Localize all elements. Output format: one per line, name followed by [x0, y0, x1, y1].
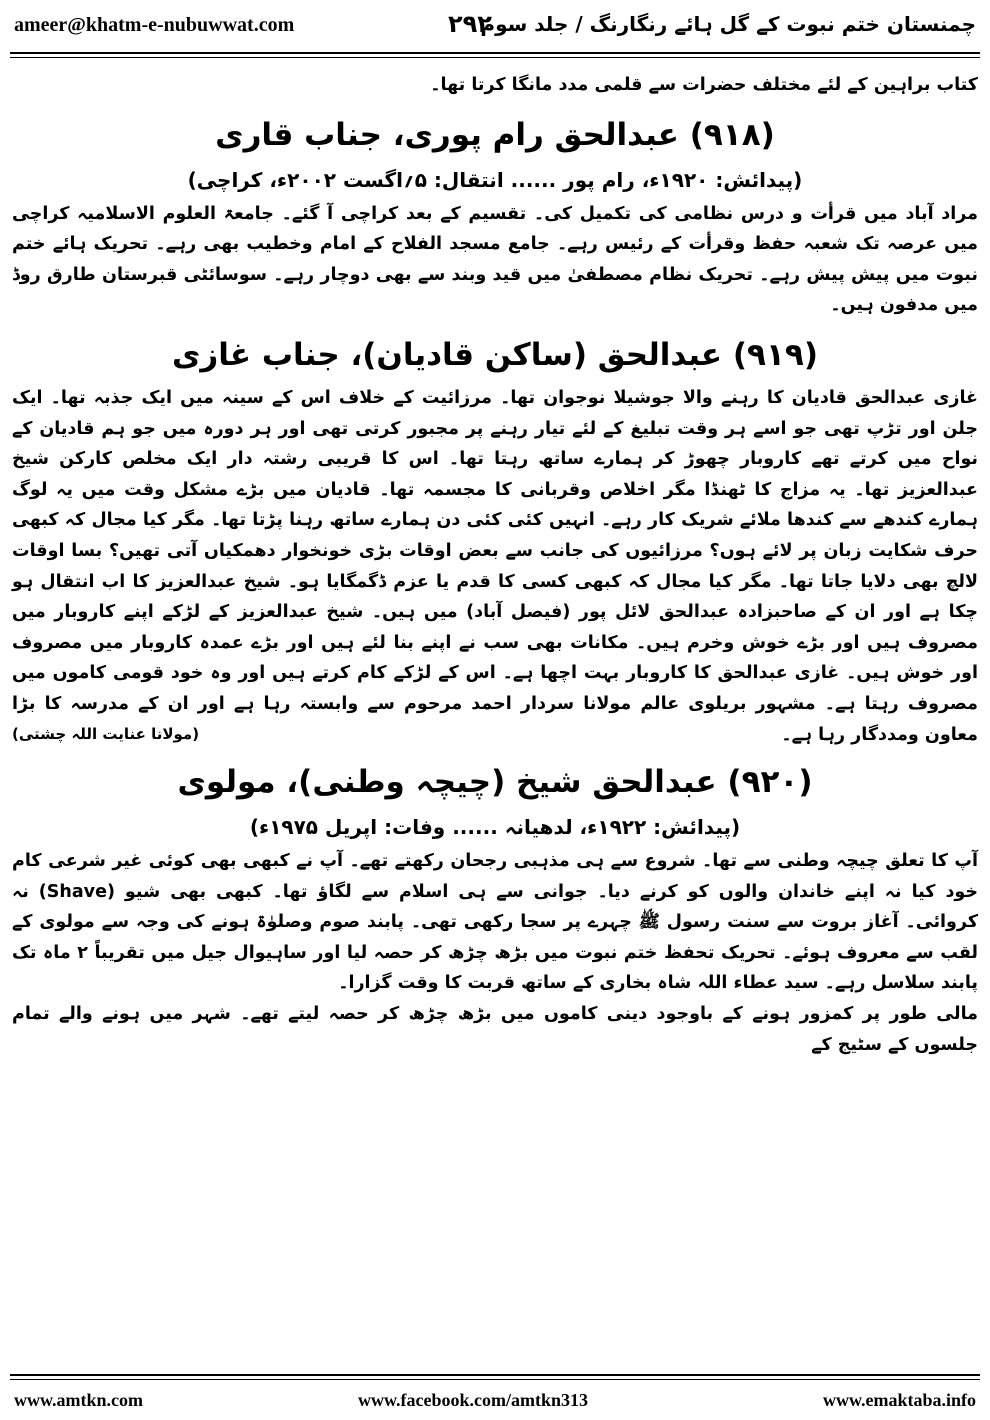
footer-link-emaktaba[interactable]: www.emaktaba.info — [822, 1390, 976, 1410]
footer-rule-thin — [10, 1379, 980, 1380]
page-footer — [0, 1382, 990, 1418]
footer-link-amtkn[interactable]: www.amtkn.com — [14, 1390, 143, 1410]
entry-dates-918: (پیدائش: ۱۹۲۰ء، رام پور ...... انتقال: ۵؍اگست ۲۰۰۲ء، کراچی) — [187, 167, 803, 192]
page-header — [0, 0, 990, 60]
intro-line: کتاب براہین کے لئے مختلف حضرات سے قلمی مدد مانگا کرتا تھا۔ — [430, 75, 978, 95]
entry-heading-920: (۹۲۰) عبدالحق شیخ (چیچہ وطنی)، مولوی — [177, 764, 813, 801]
page-number: ۲۹۲ — [448, 10, 492, 38]
footer-link-facebook[interactable]: www.facebook.com/amtkn313 — [358, 1390, 588, 1410]
footer-rule — [10, 1374, 980, 1376]
entry-paragraph-920-a: آپ کا تعلق چیچہ وطنی سے تھا۔ شروع سے ہی مذہبی رجحان رکھتے تھے۔ آپ نے کبھی بھی کوئی غیر شرعی کام خود کیا نہ اپنے خاندان والوں کو کرنے دیا۔ جوانی سے ہی اسلام سے لگاؤ تھا۔ کبھی بھی شیو (Shave) نہ کروائی۔ آغاز بروت سے سنت رسول ﷺ چہرے پر سجا رکھی تھی۔ پابند صوم وصلوٰۃ ہونے کی وجہ سے مولوی کے لقب سے معروف ہوئے۔ تحریک تحفظ ختم نبوت میں بڑھ چڑھ کر حصہ لیا اور ساہیوال جیل میں تقریباً ۲ ماہ تک پابند سلاسل رہے۔ سید عطاء اللہ شاہ بخاری کے ساتھ قربت کا وقت گزارا۔ — [12, 851, 979, 994]
page-body — [12, 70, 978, 1060]
entry-dates-920: (پیدائش: ۱۹۲۲ء، لدھیانہ ...... وفات: اپریل ۱۹۷۵ء) — [249, 815, 741, 840]
entry-heading-919: (۹۱۹) عبدالحق (ساکن قادیان)، جناب غازی — [172, 336, 818, 373]
header-rule-thin — [10, 57, 980, 58]
entry-paragraph-919: غازی عبدالحق قادیان کا رہنے والا جوشیلا نوجوان تھا۔ مرزائیت کے خلاف اس کے سینہ میں ایک جذبہ تھا۔ ایک جلن اور تڑپ تھی جو اسے ہر وقت تبلیغ کے لئے تیار رہنے پر مجبور کرتی تھی اور ہر دورہ میں جو ہم قادیان کے نواح میں کرتے تھے کاروبار چھوڑ کر ہمارے ساتھ رہتا تھا۔ اس کا قریبی رشتہ دار ایک مخلص کارکن شیخ عبدالعزیز تھا۔ یہ مزاج کا ٹھنڈا مگر اخلاص وقربانی کا مجسمہ تھا۔ قادیان میں بڑے مشکل وقت میں یہ لوگ ہمارے کندھے سے کندھا ملائے شریک کار رہے۔ انہیں کئی کئی دن ہمارے ساتھ رہنا پڑتا تھا۔ مگر کیا مجال کہ کبھی حرف شکایت زبان پر لائے ہوں؟ مرزائیوں کی جانب سے بعض اوقات بڑی خونخوار دھمکیاں آتی تھیں؟ بسا اوقات لالچ بھی دلایا جاتا تھا۔ مگر کیا مجال کہ کبھی کسی کا قدم یا عزم ڈگمگایا ہو۔ شیخ عبدالعزیز کا اب انتقال ہو چکا ہے اور ان کے صاحبزادہ عبدالحق لائل پور (فیصل آباد) میں ہیں۔ شیخ عبدالعزیز کے لڑکے اپنے کاروبار میں مصروف ہیں اور بڑے خوش وخرم ہیں۔ مکانات بھی سب نے اپنے بنا لئے ہیں اور بڑے عمدہ کاروبار میں مصروف اور خوش ہیں۔ غازی عبدالحق کا کاروبار بہت اچھا ہے۔ اس کے لڑکے کام کرتے ہیں اور وہ خود قومی کاموں میں مصروف رہتا ہے۔ مشہور بریلوی عالم مولانا سردار احمد مرحوم سے وابستہ رہا ہے اور ان کے مدرسہ کا بڑا معاون ومددگار رہا ہے۔ — [12, 387, 978, 745]
entry-paragraph-920-b: مالی طور پر کمزور ہونے کے باوجود دینی کاموں میں بڑھ چڑھ کر حصہ لیتے تھے۔ شہر میں ہونے والے تمام جلسوں کے سٹیج کے — [12, 1004, 978, 1055]
entry-heading-918: (۹۱۸) عبدالحق رام پوری، جناب قاری — [215, 116, 775, 153]
book-title: چمنستان ختم نبوت کے گل ہائے رنگارنگ / جلد سوم — [480, 12, 976, 36]
entry-paragraph-918: مراد آباد میں قرأت و درس نظامی کی تکمیل کی۔ تقسیم کے بعد کراچی آ گئے۔ جامعۃ العلوم الاسلامیہ کراچی میں عرصہ تک شعبہ حفظ وقرأت کے رئیس رہے۔ جامع مسجد الفلاح کے امام وخطیب بھی رہے۔ تحریک ہائے ختم نبوت میں پیش پیش رہے۔ تحریک نظام مصطفیٰ میں قید وبند سے بھی دوچار رہے۔ سوسائٹی قبرستان طارق روڈ میں مدفون ہیں۔ — [12, 203, 978, 316]
header-rule — [10, 52, 980, 54]
header-email: ameer@khatm-e-nubuwwat.com — [14, 14, 295, 36]
entry-credit-919: (مولانا عنایت اللہ چشتی) — [12, 725, 200, 744]
